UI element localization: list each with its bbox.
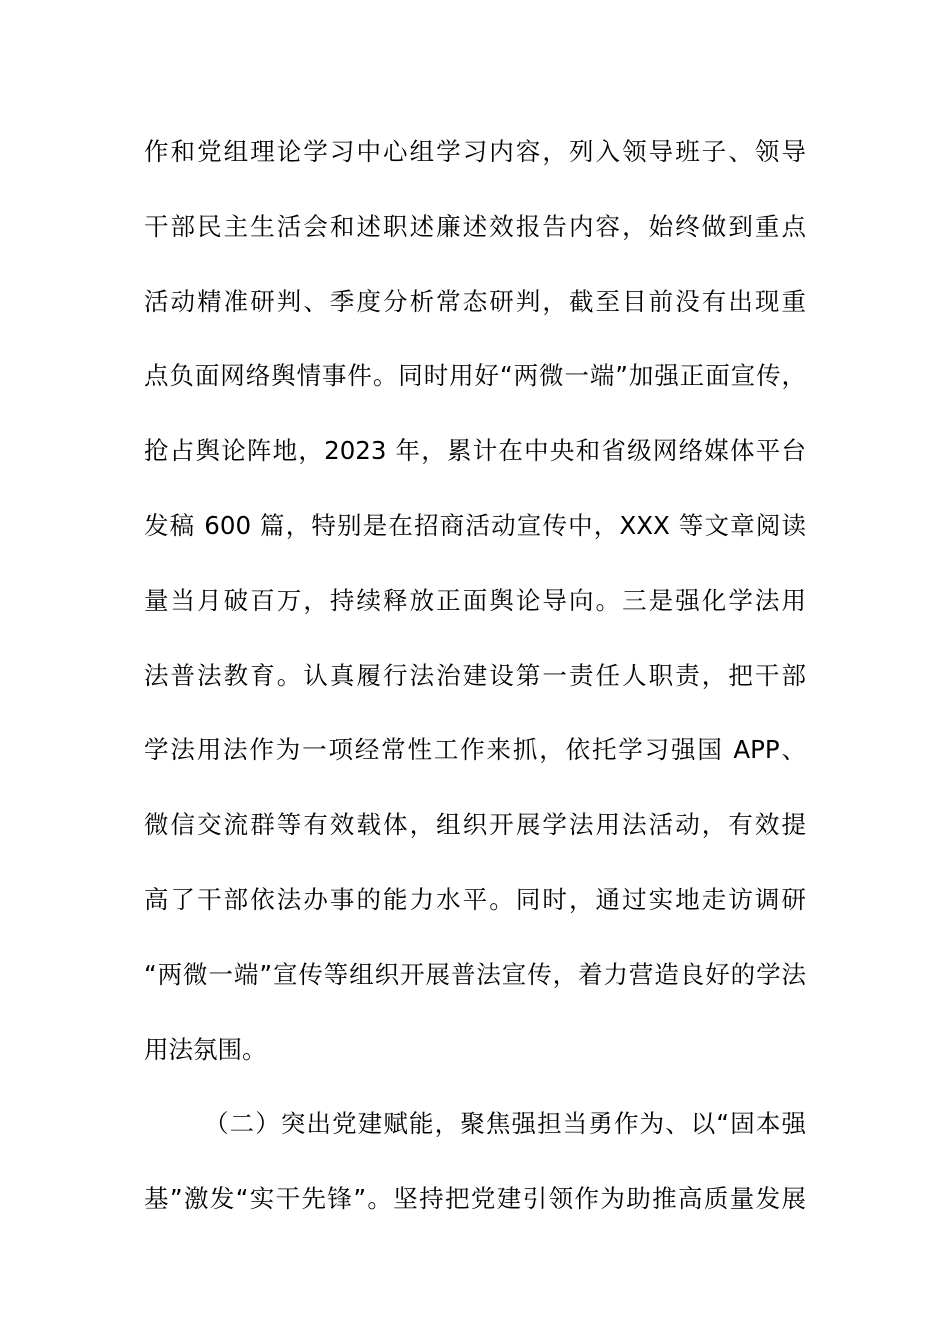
paragraph-line: 干部民主生活会和述职述廉述效报告内容，始终做到重点	[144, 211, 806, 241]
paragraph-line: 作和党组理论学习中心组学习内容，列入领导班子、领导	[144, 137, 806, 166]
paragraph-line: 学法用法作为一项经常性工作来抓，依托学习强国 APP、	[144, 735, 806, 765]
document-body	[144, 130, 806, 1252]
paragraph-line: 基”激发“实干先锋”。坚持把党建引领作为助推高质量发展	[144, 1184, 806, 1214]
paragraph-line: 活动精准研判、季度分析常态研判，截至目前没有出现重	[144, 286, 806, 316]
paragraph-line: 点负面网络舆情事件。同时用好“两微一端”加强正面宣传，	[144, 361, 806, 391]
paragraph-line-last: 用法氛围。	[144, 1034, 267, 1064]
paragraph-line: 微信交流群等有效载体，组织开展学法用法活动，有效提	[144, 810, 806, 840]
paragraph-line: 发稿 600 篇，特别是在招商活动宣传中，XXX 等文章阅读	[144, 510, 806, 540]
paragraph-line: 抢占舆论阵地，2023 年，累计在中央和省级网络媒体平台	[144, 436, 806, 466]
paragraph-line: 高了干部依法办事的能力水平。同时，通过实地走访调研	[144, 884, 806, 914]
paragraph-line: 法普法教育。认真履行法治建设第一责任人职责，把干部	[144, 660, 806, 690]
paragraph-line: 量当月破百万，持续释放正面舆论导向。三是强化学法用	[144, 585, 806, 615]
paragraph-line: “两微一端”宣传等组织开展普法宣传，着力营造良好的学法	[144, 959, 806, 989]
section-heading-line: （二）突出党建赋能，聚焦强担当勇作为、以“固本强	[204, 1109, 806, 1139]
